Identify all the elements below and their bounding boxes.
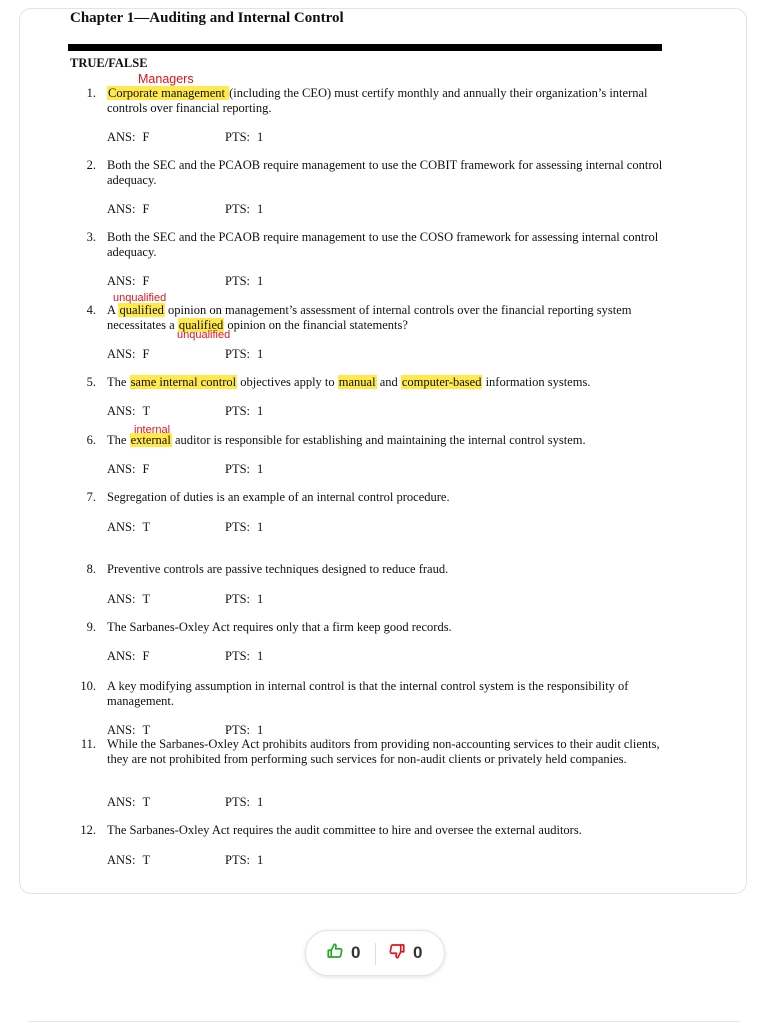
highlighted-text: manual [338, 375, 376, 389]
points-value: 1 [257, 202, 264, 216]
thumbs-up-icon [326, 942, 344, 965]
answer-line [107, 795, 150, 810]
points-line [225, 130, 263, 145]
points-value: 1 [257, 723, 264, 737]
question-text-segment: While the Sarbanes-Oxley Act prohibits auditors from providing non-accounting services to their audit clients, they are not prohibited from performing such services for non-audit clients or privately held companies. [107, 737, 660, 766]
points-value: 1 [257, 592, 264, 606]
title-divider [68, 44, 662, 51]
answer-line [107, 347, 149, 362]
answer-value: F [142, 202, 150, 216]
answer-label: ANS: [107, 723, 136, 737]
question-text [107, 562, 669, 577]
vote-divider [375, 943, 376, 965]
answer-label: ANS: [107, 649, 136, 663]
question-text [107, 620, 669, 635]
question-number: 2. [86, 158, 96, 172]
question-number: 11. [80, 737, 96, 751]
points-value: 1 [257, 130, 264, 144]
feedback-bar [305, 930, 445, 976]
answer-label: ANS: [107, 853, 136, 867]
points-label: PTS: [225, 723, 251, 737]
answer-line [107, 130, 149, 145]
points-label: PTS: [225, 520, 251, 534]
annotation-unqualified-2: unqualified [177, 329, 231, 341]
question-text-segment: opinion on the financial statements? [224, 317, 408, 332]
answer-line [107, 592, 150, 607]
question-text-segment: Segregation of duties is an example of an internal control procedure. [107, 490, 450, 504]
points-value: 1 [257, 274, 264, 288]
question-text-segment: The [107, 433, 130, 447]
points-line [225, 649, 263, 664]
question-text-segment: Both the SEC and the PCAOB require management to use the COBIT framework for assessing internal control adequacy. [107, 158, 663, 187]
highlighted-text: qualified [178, 317, 224, 332]
points-line [225, 462, 263, 477]
highlighted-text: external [130, 433, 171, 447]
answer-line [107, 274, 149, 289]
points-label: PTS: [225, 274, 251, 288]
question-text-segment: Preventive controls are passive techniques designed to reduce fraud. [107, 562, 449, 576]
points-line [225, 853, 263, 868]
question-text-segment: The Sarbanes-Oxley Act requires the audit committee to hire and oversee the external auditors. [107, 823, 582, 837]
question-text [107, 375, 669, 390]
question-text-segment: A key modifying assumption in internal control is that the internal control system is the responsibility of management. [107, 679, 629, 708]
answer-label: ANS: [107, 520, 136, 534]
answer-value: T [142, 853, 151, 867]
question-text [107, 490, 669, 505]
question-text [107, 679, 669, 708]
question-number: 9. [86, 620, 96, 634]
points-value: 1 [257, 649, 264, 663]
annotation-managers: Managers [138, 72, 194, 86]
answer-line [107, 649, 149, 664]
points-line [225, 520, 263, 535]
question-number: 5. [86, 375, 96, 389]
answer-line [107, 520, 150, 535]
question-text-segment: The [107, 375, 130, 389]
upvote-count: 0 [351, 943, 361, 962]
question-text-segment: and [376, 375, 401, 389]
points-label: PTS: [225, 404, 251, 418]
question-number: 3. [86, 230, 96, 244]
answer-label: ANS: [107, 462, 136, 476]
chapter-title: Chapter 1—Auditing and Internal Control [70, 10, 344, 26]
points-value: 1 [257, 404, 264, 418]
points-value: 1 [257, 347, 264, 361]
annotation-internal: internal [134, 424, 171, 436]
points-label: PTS: [225, 347, 251, 361]
answer-value: T [142, 520, 151, 534]
points-label: PTS: [225, 649, 251, 663]
answer-value: T [142, 795, 151, 809]
question-text [107, 433, 669, 448]
question-text-segment: (including the CEO) must certify monthly and annually their organization’s internal controls over financial reporting. [107, 86, 648, 115]
question-text [107, 86, 669, 115]
points-line [225, 202, 263, 217]
points-value: 1 [257, 853, 264, 867]
points-label: PTS: [225, 853, 251, 867]
points-label: PTS: [225, 130, 251, 144]
question-text [107, 303, 669, 332]
downvote-button[interactable] [388, 931, 422, 975]
answer-line [107, 462, 149, 477]
answer-label: ANS: [107, 274, 136, 288]
points-line [225, 723, 263, 738]
answer-value: F [142, 649, 150, 663]
section-heading: TRUE/FALSE [70, 56, 148, 70]
answer-label: ANS: [107, 592, 136, 606]
points-label: PTS: [225, 795, 251, 809]
question-number: 1. [86, 86, 96, 100]
points-line [225, 404, 263, 419]
points-line [225, 274, 263, 289]
annotation-unqualified-1: unqualified [113, 292, 167, 304]
answer-line [107, 404, 150, 419]
question-number: 8. [86, 562, 96, 576]
question-number: 6. [86, 433, 96, 447]
question-text [107, 230, 669, 259]
highlighted-text: qualified [119, 303, 164, 317]
answer-line [107, 723, 150, 738]
answer-value: T [142, 404, 151, 418]
question-text [107, 158, 669, 187]
answer-value: F [142, 274, 150, 288]
downvote-count: 0 [413, 943, 423, 962]
answer-label: ANS: [107, 202, 136, 216]
points-value: 1 [257, 462, 264, 476]
question-text-segment: A [107, 303, 119, 317]
points-label: PTS: [225, 592, 251, 606]
points-line [225, 592, 263, 607]
answer-value: T [142, 723, 151, 737]
upvote-button[interactable] [326, 931, 360, 975]
question-number: 10. [80, 679, 96, 693]
question-number: 4. [86, 303, 96, 317]
highlighted-text: same internal control [130, 375, 237, 389]
question-text [107, 823, 669, 838]
answer-value: F [142, 130, 150, 144]
answer-label: ANS: [107, 130, 136, 144]
footer-divider [28, 1021, 740, 1022]
question-text-segment: information systems. [482, 375, 591, 389]
question-text-segment: The Sarbanes-Oxley Act requires only that a firm keep good records. [107, 620, 452, 634]
thumbs-down-icon [388, 942, 406, 965]
points-label: PTS: [225, 202, 251, 216]
question-text-segment: objectives apply to [237, 375, 338, 389]
points-label: PTS: [225, 462, 251, 476]
answer-line [107, 853, 150, 868]
points-value: 1 [257, 520, 264, 534]
answer-label: ANS: [107, 404, 136, 418]
answer-value: F [142, 347, 150, 361]
question-text-segment: auditor is responsible for establishing and maintaining the internal control system. [171, 433, 586, 447]
points-line [225, 795, 263, 810]
answer-label: ANS: [107, 347, 136, 361]
answer-value: T [142, 592, 151, 606]
question-number: 7. [86, 490, 96, 504]
question-number: 12. [80, 823, 96, 837]
answer-label: ANS: [107, 795, 136, 809]
question-text-segment: opinion on management’s assessment of internal controls over the financial reporting system necessitates a [107, 303, 632, 332]
highlighted-text: computer-based [401, 375, 482, 389]
answer-value: F [142, 462, 150, 476]
highlighted-text: Corporate management [108, 86, 229, 100]
question-text-segment: Both the SEC and the PCAOB require management to use the COSO framework for assessing internal control adequacy. [107, 230, 659, 259]
answer-line [107, 202, 149, 217]
points-line [225, 347, 263, 362]
question-text [107, 737, 669, 766]
points-value: 1 [257, 795, 264, 809]
